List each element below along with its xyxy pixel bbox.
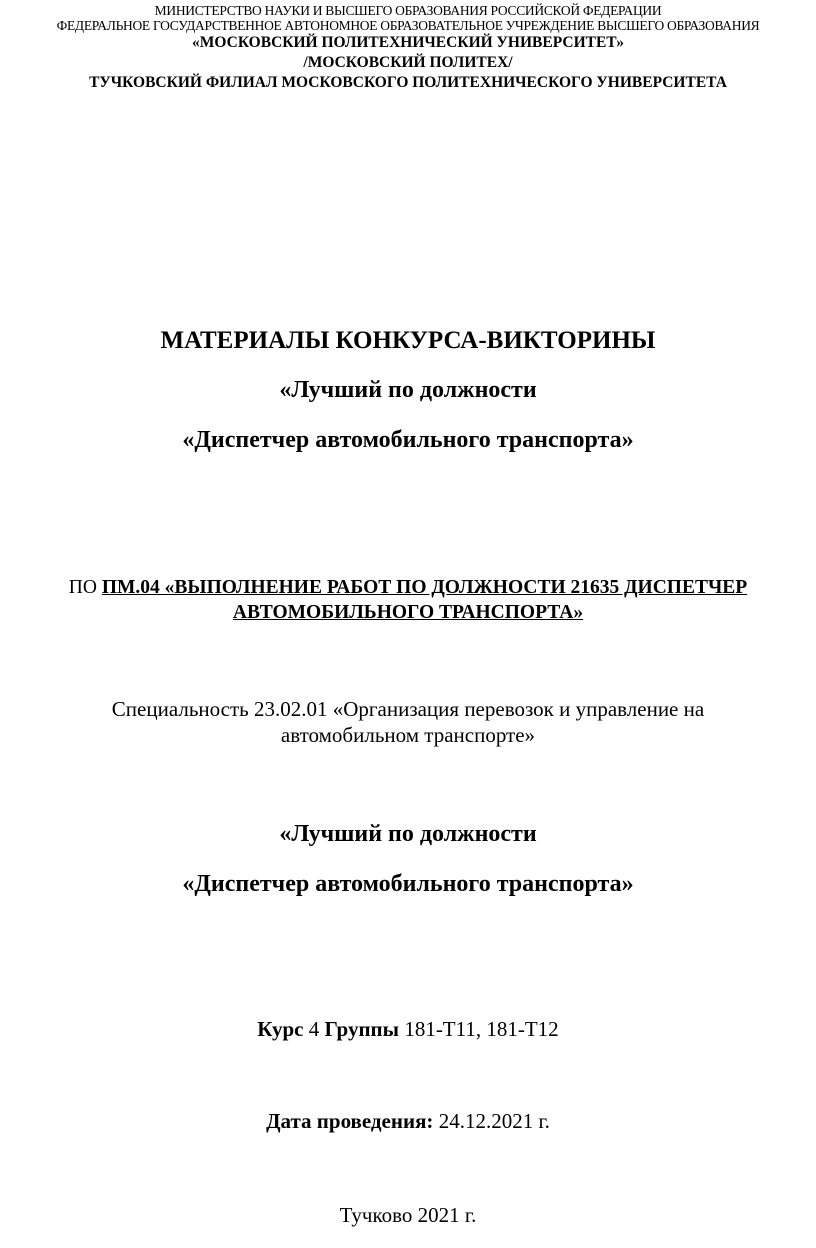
title-line-3: «Диспетчер автомобильного транспорта» bbox=[182, 427, 634, 453]
groups-value: 181-Т11, 181-Т12 bbox=[404, 1017, 559, 1041]
course-value: 4 bbox=[308, 1017, 320, 1041]
date-value: 24.12.2021 г. bbox=[438, 1109, 550, 1133]
title-line-2: «Лучший по должности bbox=[279, 377, 537, 403]
module-line-2 bbox=[0, 603, 816, 623]
specialty-line-2: автомобильном транспорте» bbox=[280, 723, 536, 747]
specialty-line-1: Специальность 23.02.01 «Организация перевозок и управление на bbox=[111, 697, 705, 721]
institution-line: ФЕДЕРАЛЬНОЕ ГОСУДАРСТВЕННОЕ АВТОНОМНОЕ ОБРАЗОВАТЕЛЬНОЕ УЧРЕЖДЕНИЕ ВЫСШЕГО ОБРАЗОВАНИЯ bbox=[56, 18, 760, 33]
place-year: Тучково 2021 г. bbox=[339, 1203, 477, 1227]
groups-label: Группы bbox=[324, 1017, 400, 1041]
module-name-1: ПМ.04 «ВЫПОЛНЕНИЕ РАБОТ ПО ДОЛЖНОСТИ 21635 ДИСПЕТЧЕР bbox=[101, 577, 748, 598]
module-prefix: ПО bbox=[68, 577, 97, 598]
repeat-title-line-1: «Лучший по должности bbox=[279, 821, 537, 847]
module-name-2: АВТОМОБИЛЬНОГО ТРАНСПОРТА» bbox=[232, 602, 584, 623]
date-label: Дата проведения: bbox=[266, 1109, 434, 1133]
course-groups-line bbox=[0, 1019, 816, 1040]
branch-line: ТУЧКОВСКИЙ ФИЛИАЛ МОСКОВСКОГО ПОЛИТЕХНИЧЕСКОГО УНИВЕРСИТЕТА bbox=[89, 74, 727, 91]
repeat-title-line-2: «Диспетчер автомобильного транспорта» bbox=[182, 871, 634, 897]
university-line: «МОСКОВСКИЙ ПОЛИТЕХНИЧЕСКИЙ УНИВЕРСИТЕТ» bbox=[192, 34, 624, 51]
university-short-line: /МОСКОВСКИЙ ПОЛИТЕХ/ bbox=[303, 54, 513, 71]
document-title: МАТЕРИАЛЫ КОНКУРСА-ВИКТОРИНЫ bbox=[160, 327, 656, 354]
ministry-line: МИНИСТЕРСТВО НАУКИ И ВЫСШЕГО ОБРАЗОВАНИЯ РОССИЙСКОЙ ФЕДЕРАЦИИ bbox=[154, 3, 662, 18]
course-label: Курс bbox=[257, 1017, 304, 1041]
date-line bbox=[0, 1111, 816, 1132]
module-line-1 bbox=[0, 578, 816, 598]
